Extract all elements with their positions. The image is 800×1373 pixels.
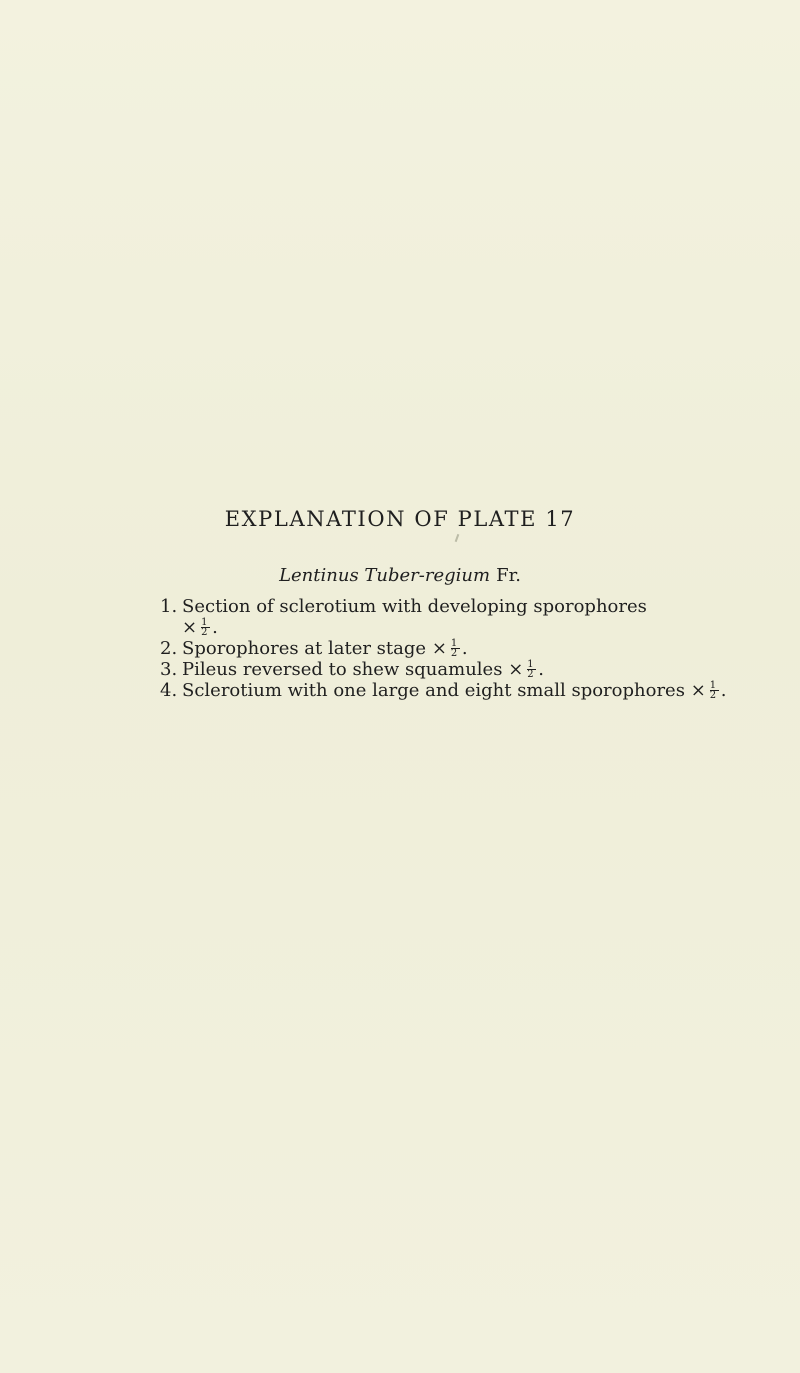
fraction-denominator: 2 — [527, 668, 534, 680]
item-number: 3. — [160, 659, 178, 680]
fraction-numerator: 1 — [451, 639, 460, 649]
item-end: . — [461, 638, 468, 659]
species-authority: Fr. — [496, 565, 521, 586]
item-end: . — [212, 617, 218, 638]
species-heading — [0, 565, 800, 587]
item-end: . — [720, 680, 727, 701]
magnification-fraction — [710, 681, 719, 700]
magnification-fraction — [201, 618, 210, 637]
item-end: . — [538, 659, 545, 680]
fraction-numerator: 1 — [527, 660, 536, 670]
magnification-fraction — [451, 639, 460, 658]
list-item — [160, 659, 740, 680]
item-text: Pileus reversed to shew squamules — [182, 659, 503, 680]
fraction-denominator: 2 — [709, 689, 717, 701]
item-number: 2. — [160, 638, 178, 659]
magnification-sign: × — [431, 638, 447, 659]
magnification-sign: × — [690, 680, 706, 701]
species-name: Lentinus Tuber-regium — [279, 565, 491, 586]
item-text: Sporophores at later stage — [182, 638, 427, 659]
list-item — [160, 638, 740, 659]
plate-explanation-list — [160, 596, 740, 701]
list-item — [160, 680, 740, 701]
item-text: Section of sclerotium with developing sporophores — [182, 596, 647, 617]
magnification-sign: × — [508, 659, 524, 680]
ink-mark — [455, 534, 460, 542]
item-number: 4. — [160, 680, 178, 701]
fraction-numerator: 1 — [710, 681, 719, 691]
fraction-denominator: 2 — [450, 647, 458, 659]
fraction-denominator: 2 — [201, 626, 208, 638]
list-item — [160, 596, 740, 638]
item-text: Sclerotium with one large and eight small sporophores — [182, 680, 685, 701]
item-number: 1. — [160, 596, 178, 617]
fraction-numerator: 1 — [201, 618, 210, 628]
magnification-sign: × — [182, 617, 198, 638]
magnification-fraction — [527, 660, 536, 679]
plate-title: EXPLANATION OF PLATE 17 — [224, 507, 576, 531]
